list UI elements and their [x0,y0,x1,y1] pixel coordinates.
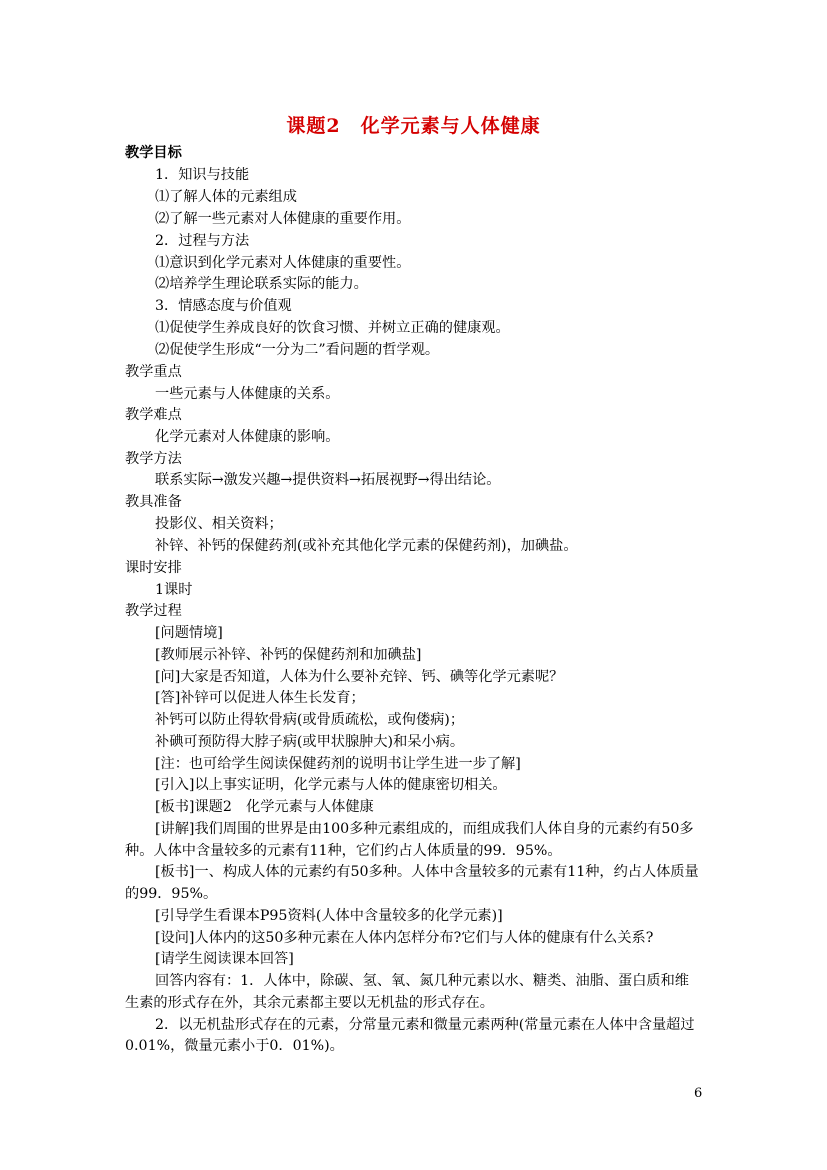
process-line: [教师展示补锌、补钙的保健药剂和加碘盐] [155,647,422,663]
schedule-text: 1课时 [155,582,193,598]
objective-1: 1．知识与技能 [155,167,250,183]
process-line: [板书]课题2 化学元素与人体健康 [155,799,374,815]
process-line: 的99．95%。 [125,886,218,902]
objective-3: 3．情感态度与价值观 [155,298,292,314]
process-line: [引导学生看课本P95资料(人体中含量较多的化学元素)] [155,908,503,924]
objective-1b: ⑵了解一些元素对人体健康的重要作用。 [155,211,411,227]
page-number: 6 [694,1086,703,1101]
process-line: 2．以无机盐形式存在的元素，分常量元素和微量元素两种(常量元素在人体中含量超过 [155,1017,695,1033]
method-text: 联系实际→激发兴趣→提供资料→拓展视野→得出结论。 [155,472,501,488]
process-heading: 教学过程 [125,603,182,619]
process-line: 回答内容有：1．人体中，除碳、氢、氧、氮几种元素以水、糖类、油脂、蛋白质和维 [155,973,689,989]
tools-text-a: 投影仪、相关资料； [155,516,283,532]
key-points-text: 一些元素与人体健康的关系。 [155,386,340,402]
key-points-heading: 教学重点 [125,364,182,380]
process-line: [注：也可给学生阅读保健药剂的说明书让学生进一步了解] [155,756,521,772]
process-line: [问题情境] [155,625,223,641]
objective-2b: ⑵培养学生理论联系实际的能力。 [155,276,368,292]
objective-3a: ⑴促使学生养成良好的饮食习惯、并树立正确的健康观。 [155,320,510,336]
process-line: 生素的形式存在外，其余元素都主要以无机盐的形式存在。 [125,995,494,1011]
process-line: 0.01%，微量元素小于0．01%)。 [125,1038,344,1054]
process-line: [请学生阅读课本回答] [155,951,294,967]
process-line: [讲解]我们周围的世界是由100多种元素组成的，而组成我们人体自身的元素约有50多 [155,821,694,837]
objective-3b: ⑵促使学生形成“一分为二”看问题的哲学观。 [155,342,440,358]
difficulty-text: 化学元素对人体健康的影响。 [155,429,340,445]
tools-text-b: 补锌、补钙的保健药剂(或补充其他化学元素的保健药剂)，加碘盐。 [155,538,578,554]
objective-1a: ⑴了解人体的元素组成 [155,189,297,205]
objective-2a: ⑴意识到化学元素对人体健康的重要性。 [155,255,411,271]
method-heading: 教学方法 [125,451,182,467]
process-line: 补钙可以防止得软骨病(或骨质疏松，或佝偻病)； [155,712,465,728]
objectives-heading: 教学目标 [125,145,182,161]
process-line: 补碘可预防得大脖子病(或甲状腺肿大)和呆小病。 [155,734,465,750]
process-line: [引入]以上事实证明，化学元素与人体的健康密切相关。 [155,777,507,793]
difficulty-heading: 教学难点 [125,407,182,423]
process-line: [设问]人体内的这50多种元素在人体内怎样分布?它们与人体的健康有什么关系? [155,930,654,946]
process-line: [板书]一、构成人体的元素约有50多种。人体中含量较多的元素有11种，约占人体质量 [155,864,699,880]
tools-heading: 教具准备 [125,494,182,510]
process-line: [问]大家是否知道，人体为什么要补充锌、钙、碘等化学元素呢？ [155,669,564,685]
page-title: 课题2 化学元素与人体健康 [286,115,541,137]
process-line: 种。人体中含量较多的元素有11种，它们约占人体质量的99．95%。 [125,843,562,859]
process-line: [答]补锌可以促进人体生长发育； [155,690,365,706]
schedule-heading: 课时安排 [125,560,182,576]
objective-2: 2．过程与方法 [155,233,250,249]
